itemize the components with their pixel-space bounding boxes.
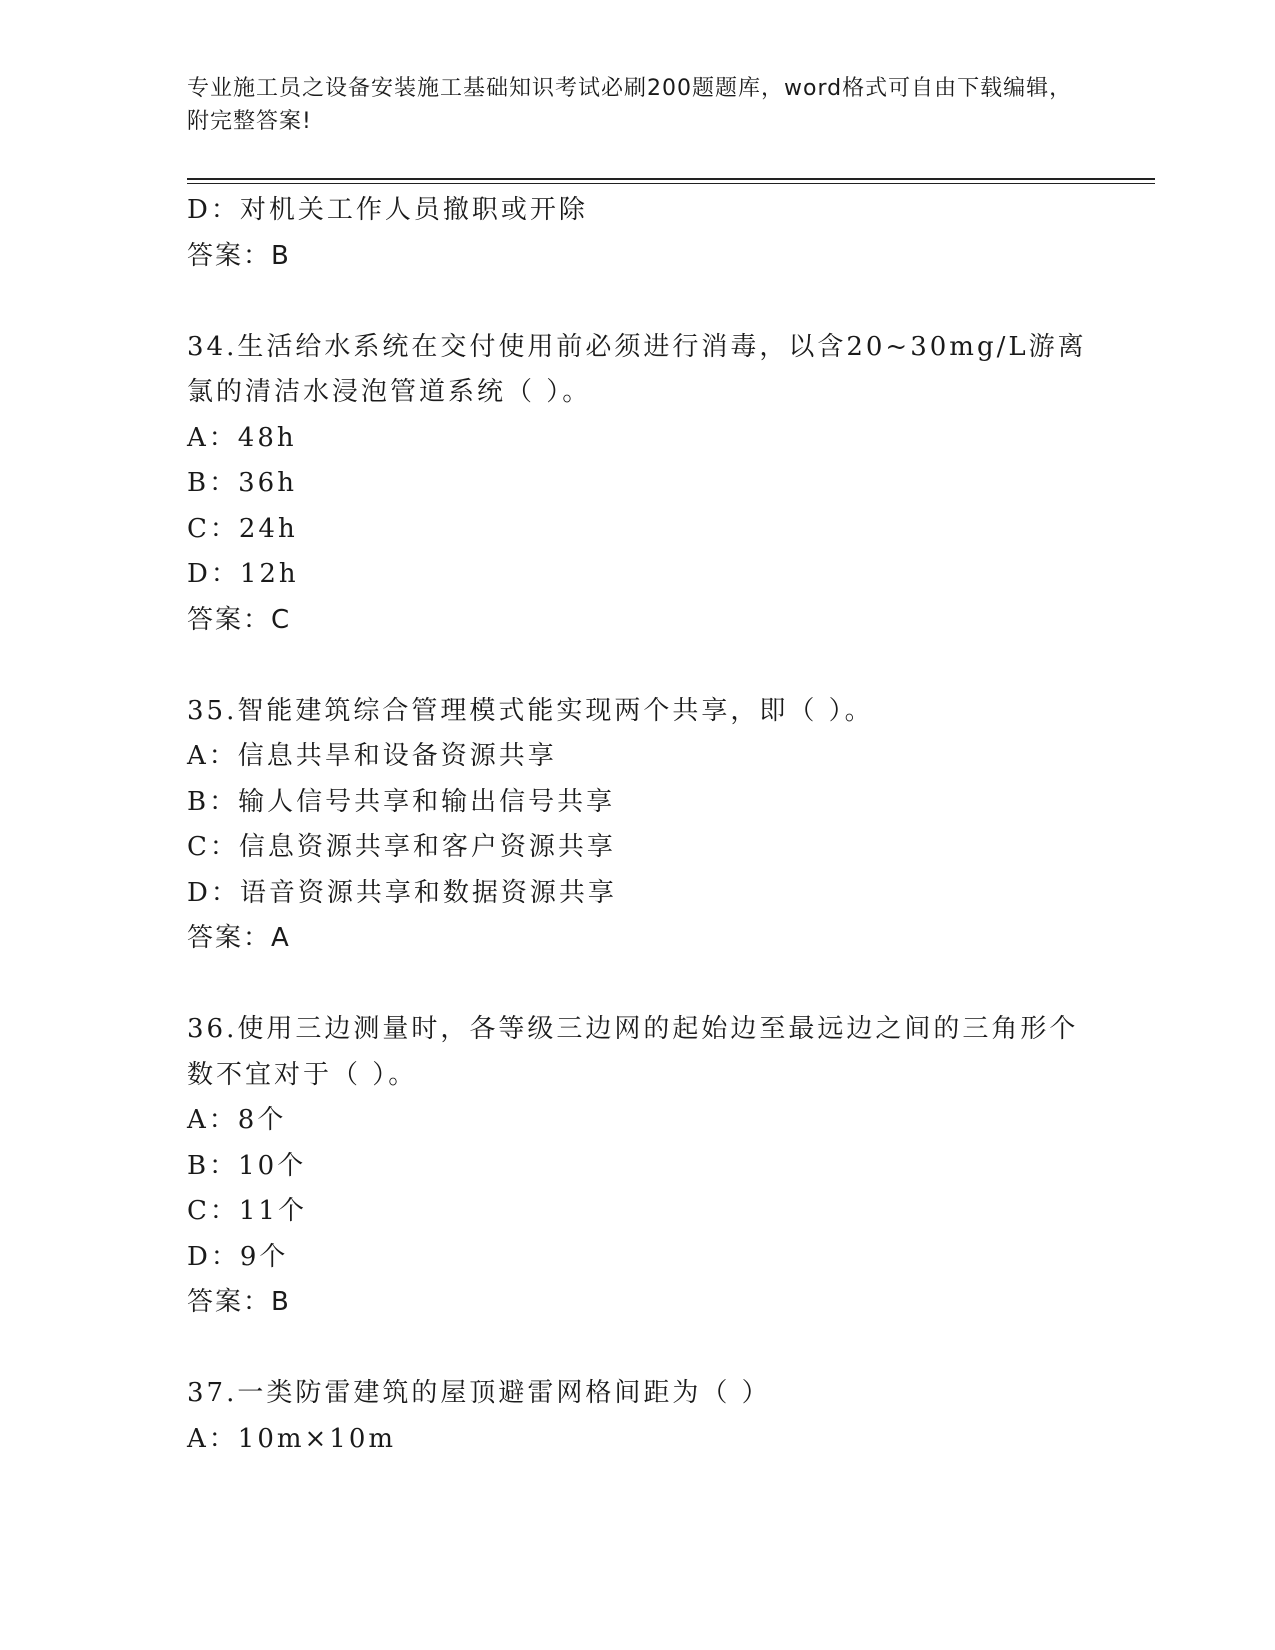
option-a: A：10m×10m [187, 1423, 397, 1454]
question-stem: 34.生活给水系统在交付使用前必须进行消毒，以含20~30mg/L游离氯的清洁水浸泡管道系统（ ）。 [187, 331, 1087, 407]
question-list [187, 188, 1087, 1462]
option-a: A：48h [187, 422, 297, 453]
question-36 [187, 1007, 1087, 1326]
option-b: B：输人信号共享和输出信号共享 [187, 786, 616, 817]
option-a: A：信息共旱和设备资源共享 [187, 741, 557, 771]
option-d: D：语音资源共享和数据资源共享 [187, 877, 617, 908]
option-b: B：10个 [187, 1150, 307, 1181]
answer: 答案：C [187, 604, 292, 635]
question-37 [187, 1371, 1087, 1462]
question-stem: 35.智能建筑综合管理模式能实现两个共享，即（ ）。 [187, 695, 874, 726]
spacer [187, 643, 1087, 689]
option-b: B：36h [187, 468, 297, 498]
option-d: D：对机关工作人员撤职或开除 [187, 195, 588, 225]
document-header: 专业施工员之设备安装施工基础知识考试必刷200题题库，word格式可自由下载编辑，附完整答案! [187, 76, 1073, 134]
option-c: C：24h [187, 513, 298, 544]
option-c: C：11个 [187, 1196, 307, 1226]
option-a: A：8个 [187, 1105, 287, 1135]
question-34 [187, 325, 1087, 644]
header-divider-thick [187, 178, 1155, 180]
spacer [187, 279, 1087, 325]
option-c: C：信息资源共享和客户资源共享 [187, 832, 616, 862]
spacer [187, 1326, 1087, 1372]
answer: 答案：B [187, 240, 291, 271]
option-d: D：12h [187, 559, 299, 589]
spacer [187, 962, 1087, 1008]
question-stem: 36.使用三边测量时，各等级三边网的起始边至最远边之间的三角形个数不宜对于（ ）。 [187, 1014, 1079, 1090]
question-35 [187, 689, 1087, 962]
header-divider-thin [187, 183, 1155, 184]
question-stem: 37.一类防雷建筑的屋顶避雷网格间距为（ ） [187, 1378, 771, 1408]
answer: 答案：B [187, 1287, 291, 1317]
answer: 答案：A [187, 923, 291, 953]
option-d: D：9个 [187, 1241, 289, 1272]
previous-question-tail [187, 188, 1087, 279]
